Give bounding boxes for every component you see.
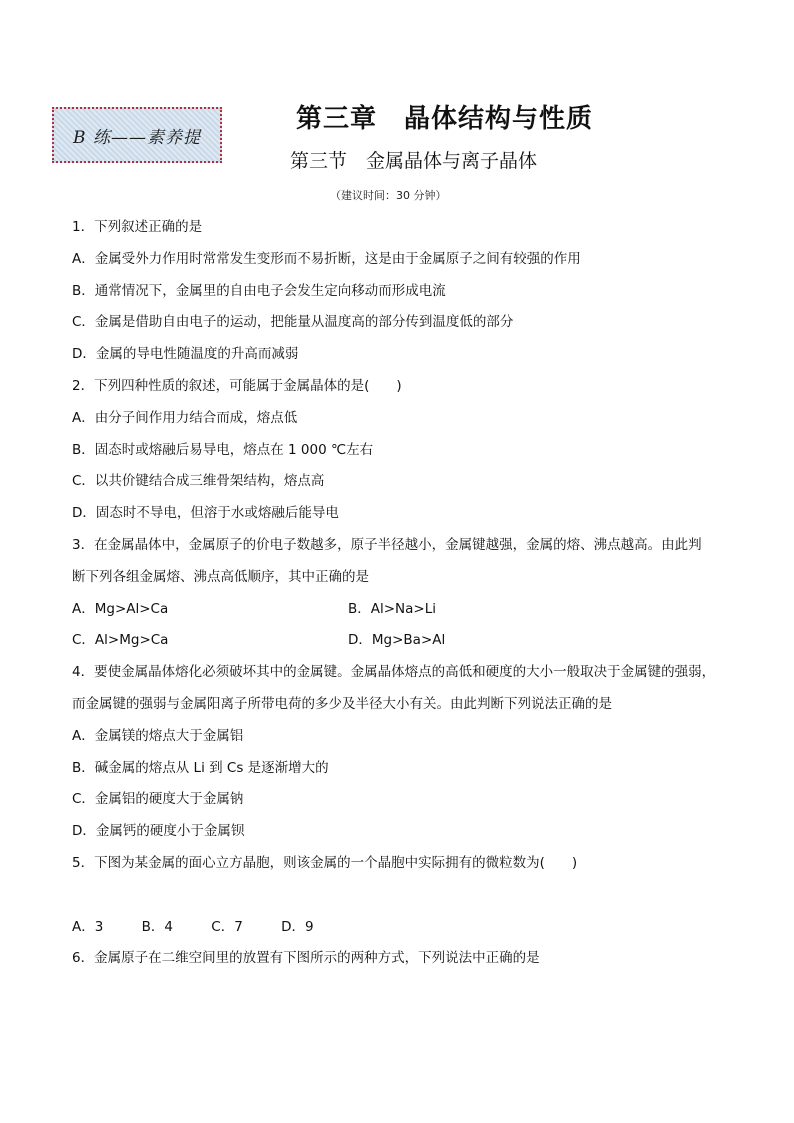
question-list <box>72 217 732 980</box>
option-c: C．Al>Mg>Ca <box>72 632 169 649</box>
option-b: B．通常情况下，金属里的自由电子会发生定向移动而形成电流 <box>72 282 446 299</box>
option-d: D．金属的导电性随温度的升高而减弱 <box>72 346 299 363</box>
option-c: C．7 <box>211 918 243 935</box>
option-row <box>72 599 732 631</box>
question-stem-cont: 断下列各组金属熔、沸点高低顺序，其中正确的是 <box>72 568 369 585</box>
question-stem: 1．下列叙述正确的是 <box>72 219 203 235</box>
option-d: D．Mg>Ba>Al <box>348 632 446 649</box>
option-c: C．金属是借助自由电子的运动，把能量从温度高的部分传到温度低的部分 <box>72 314 514 331</box>
option-b: B．Al>Na>Li <box>348 600 437 617</box>
question-stem: 5．下图为某金属的面心立方晶胞，则该金属的一个晶胞中实际拥有的微粒数为( ) <box>72 854 578 871</box>
question-stem: 2．下列四种性质的叙述，可能属于金属晶体的是( ) <box>72 377 402 394</box>
question-stem-cont: 而金属键的强弱与金属阳离子所带电荷的多少及半径大小有关。由此判断下列说法正确的是 <box>72 695 612 712</box>
option-c: C．金属铝的硬度大于金属钠 <box>72 791 244 808</box>
option-d: D．固态时不导电，但溶于水或熔融后能导电 <box>72 505 339 522</box>
option-a: A．Mg>Al>Ca <box>72 600 169 617</box>
option-c: C．以共价键结合成三维骨架结构，熔点高 <box>72 473 325 490</box>
section-badge <box>52 107 222 163</box>
option-d: D．9 <box>281 918 314 935</box>
option-b: B．固态时或熔融后易导电，熔点在 1 000 ℃左右 <box>72 441 374 458</box>
badge-label: B 练——素养提 <box>73 127 201 148</box>
option-a: A．由分子间作用力结合而成，熔点低 <box>72 409 298 426</box>
option-row <box>72 630 732 662</box>
option-row <box>72 917 732 949</box>
question-stem: 3．在金属晶体中，金属原子的价电子数越多，原子半径越小，金属键越强，金属的熔、沸点越高。由此判 <box>72 536 702 553</box>
option-a: A．金属镁的熔点大于金属铝 <box>72 727 244 744</box>
option-d: D．金属钙的硬度小于金属钡 <box>72 823 245 840</box>
chapter-title: 第三章 晶体结构与性质 <box>296 104 594 134</box>
section-title: 第三节 金属晶体与离子晶体 <box>290 150 538 172</box>
question-stem: 4．要使金属晶体熔化必须破坏其中的金属键。金属晶体熔点的高低和硬度的大小一般取决于金属键的强弱， <box>72 664 716 681</box>
option-b: B．4 <box>141 918 173 935</box>
question-stem: 6．金属原子在二维空间里的放置有下图所示的两种方式，下列说法中正确的是 <box>72 950 540 967</box>
option-a: A．3 <box>72 918 104 935</box>
figure-placeholder <box>72 885 732 917</box>
option-b: B．碱金属的熔点从 Li 到 Cs 是逐渐增大的 <box>72 759 329 776</box>
option-a: A．金属受外力作用时常常发生变形而不易折断，这是由于金属原子之间有较强的作用 <box>72 250 581 267</box>
suggested-time-note: （建议时间：30 分钟） <box>330 189 447 202</box>
